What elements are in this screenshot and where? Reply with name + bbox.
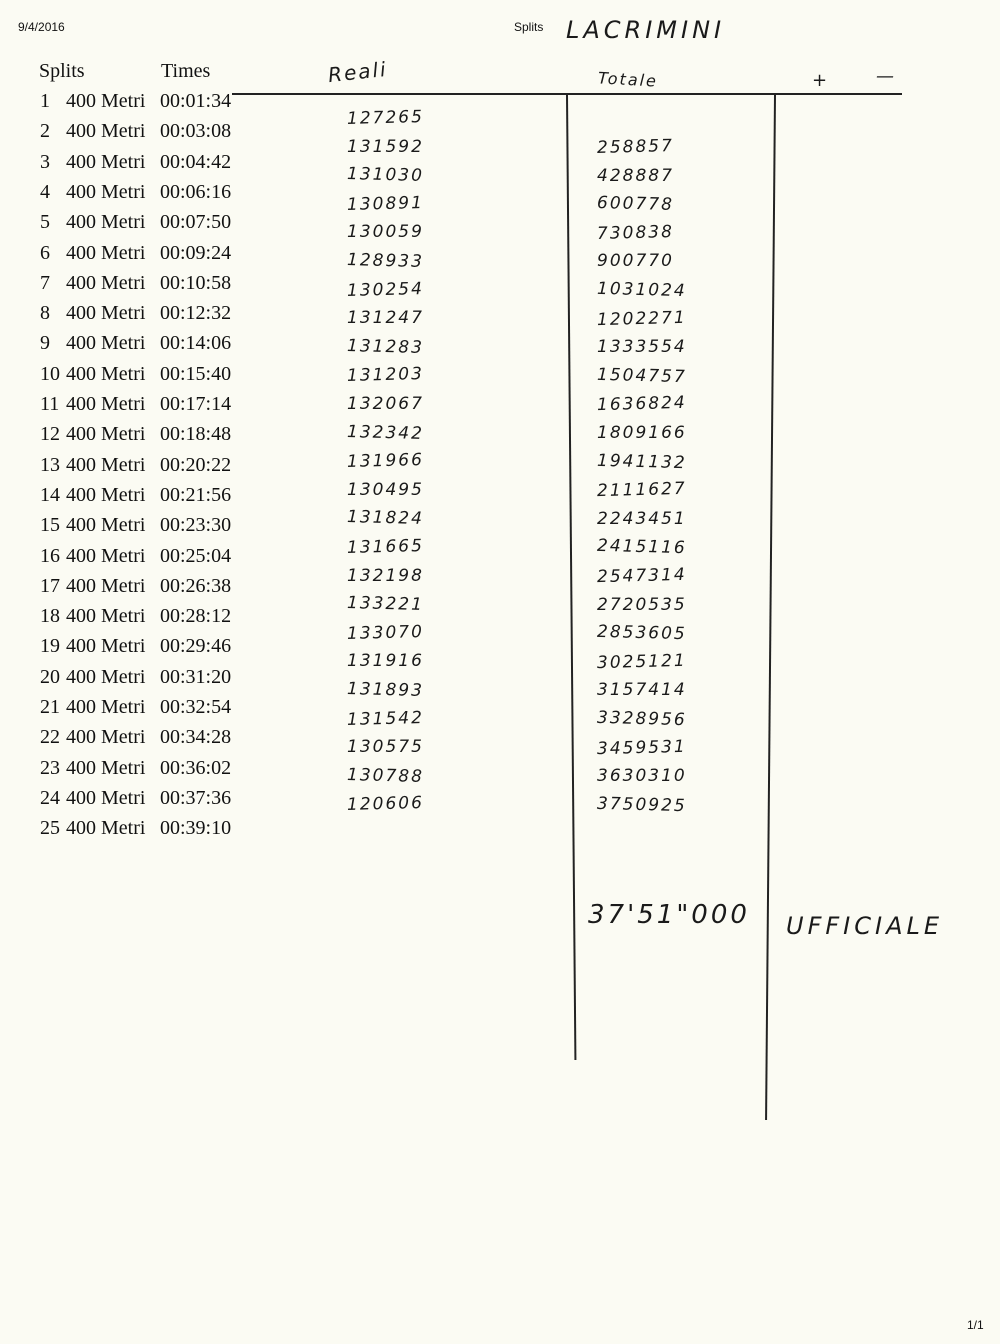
split-time: 00:36:02 [160,756,232,779]
table-row [40,181,231,211]
real-split-value: 131916 [347,651,424,672]
real-split-value: 131592 [347,136,424,157]
split-time: 00:23:30 [160,514,232,537]
running-total-value: 1809166 [597,423,687,443]
running-total-value: 2111627 [596,479,687,502]
table-row [40,363,231,393]
table-row [40,817,231,847]
split-distance: 400 Metri [66,786,146,809]
split-number: 1 [40,90,50,112]
table-row [40,635,231,665]
split-time: 00:39:10 [160,817,232,840]
real-split-value: 127265 [346,106,425,130]
split-distance: 400 Metri [66,211,146,234]
split-distance: 400 Metri [66,362,146,385]
split-number: 24 [40,786,60,809]
table-row [40,575,231,605]
split-number: 9 [40,332,50,355]
running-total-value: 3750925 [596,793,687,816]
split-distance: 400 Metri [66,150,146,173]
running-total-value: 600778 [596,193,675,216]
table-row [40,787,231,817]
running-total-value: 2720535 [597,594,687,615]
handwritten-plus-header: + [812,70,830,91]
running-total-value: 3630310 [597,766,687,787]
split-distance: 400 Metri [66,726,146,749]
print-title: Splits [514,20,544,34]
split-time: 00:12:32 [160,302,232,325]
split-number: 8 [40,302,50,325]
split-time: 00:17:14 [160,393,232,415]
real-split-value: 130575 [347,737,424,758]
real-split-value: 131665 [346,535,425,559]
split-distance: 400 Metri [66,453,146,476]
real-split-value: 130059 [347,222,424,243]
real-split-value: 131893 [346,678,425,702]
split-distance: 400 Metri [66,120,146,143]
split-distance: 400 Metri [66,393,146,415]
split-time: 00:26:38 [160,574,232,597]
real-split-value: 130891 [346,192,425,215]
table-row [40,666,231,696]
table-row [40,605,231,635]
running-total-value: 1202271 [596,307,687,330]
split-number: 17 [40,574,60,597]
split-number: 15 [40,514,60,537]
split-number: 18 [40,605,60,628]
running-total-value: 1333554 [597,337,687,358]
split-time: 00:18:48 [160,423,232,446]
split-distance: 400 Metri [66,332,146,355]
running-total-value: 258857 [596,135,675,159]
split-distance: 400 Metri [66,241,146,264]
table-row [40,242,231,272]
split-time: 00:10:58 [160,271,232,294]
split-time: 00:28:12 [160,605,232,628]
split-distance: 400 Metri [66,302,146,325]
table-row [40,726,231,756]
real-split-value: 131824 [346,507,425,530]
real-split-value: 130788 [346,764,425,787]
column-header-splits: Splits [39,60,85,82]
running-total-value: 1031024 [596,278,687,302]
split-number: 4 [40,180,50,203]
table-row [40,151,231,181]
real-split-value: 130495 [347,479,424,500]
split-number: 7 [40,271,50,294]
real-split-value: 128933 [346,249,425,273]
split-number: 13 [40,453,60,476]
split-time: 00:15:40 [160,362,232,385]
split-time: 00:20:22 [160,453,232,476]
split-time: 00:03:08 [160,120,232,143]
real-split-value: 120606 [346,793,425,816]
running-total-value: 730838 [596,221,675,244]
real-split-value: 131030 [346,164,425,187]
running-total-value: 1636824 [596,393,687,416]
table-row [40,120,231,150]
handwritten-minus-header: — [876,66,896,87]
split-distance: 400 Metri [66,514,146,537]
split-number: 16 [40,544,60,567]
running-total-value: 428887 [597,165,674,186]
handwritten-athlete-name: LACRIMINI [566,16,726,44]
split-time: 00:32:54 [160,696,232,718]
split-distance: 400 Metri [66,665,146,688]
split-distance: 400 Metri [66,696,146,718]
split-distance: 400 Metri [66,180,146,203]
running-total-value: 3328956 [596,707,687,731]
split-distance: 400 Metri [66,635,146,658]
split-number: 22 [40,726,60,749]
split-number: 20 [40,665,60,688]
running-total-value: 2547314 [596,564,687,588]
handwritten-total-header: Totale [597,68,659,91]
table-row [40,90,231,120]
split-time: 00:31:20 [160,665,232,688]
real-split-value: 131283 [346,335,425,358]
split-number: 21 [40,696,60,718]
column-header-times: Times [161,60,211,82]
handwritten-official-time: 37'51"000 [588,900,750,930]
split-distance: 400 Metri [66,544,146,567]
real-split-value: 132067 [347,394,424,414]
split-distance: 400 Metri [66,756,146,779]
table-row [40,454,231,484]
table-row [40,514,231,544]
table-row [40,211,231,241]
real-split-value: 130254 [346,278,425,301]
split-time: 00:25:04 [160,544,232,567]
split-number: 3 [40,150,50,173]
split-distance: 400 Metri [66,605,146,628]
running-total-value: 1504757 [596,364,687,387]
split-time: 00:06:16 [160,180,232,203]
split-number: 5 [40,211,50,234]
split-time: 00:01:34 [160,90,232,112]
split-number: 11 [40,393,60,415]
real-split-value: 131203 [346,364,425,387]
table-row [40,302,231,332]
total-column-right-line [765,95,776,1120]
handwritten-official-label: UFFICIALE [786,912,944,940]
split-distance: 400 Metri [66,90,146,112]
split-distance: 400 Metri [66,423,146,446]
table-row [40,484,231,514]
running-total-value: 1941132 [596,450,687,473]
running-total-value: 3157414 [597,680,687,701]
split-number: 19 [40,635,60,658]
running-total-value: 3025121 [596,650,687,673]
running-total-value: 2853605 [596,622,687,645]
real-split-value: 133070 [346,621,425,644]
table-row [40,332,231,362]
print-date: 9/4/2016 [18,20,65,34]
real-split-value: 132198 [347,565,424,586]
split-time: 00:37:36 [160,786,232,809]
split-number: 12 [40,423,60,446]
split-number: 10 [40,362,60,385]
split-number: 23 [40,756,60,779]
real-split-value: 133221 [346,593,425,616]
total-column-left-line [566,95,576,1060]
split-time: 00:07:50 [160,211,232,234]
split-time: 00:34:28 [160,726,232,749]
split-time: 00:29:46 [160,635,232,658]
table-row [40,545,231,575]
table-row [40,423,231,453]
split-time: 00:21:56 [160,483,232,506]
table-row [40,393,231,423]
split-distance: 400 Metri [66,817,146,840]
split-time: 00:04:42 [160,150,232,173]
split-time: 00:14:06 [160,332,232,355]
page-number: 1/1 [967,1318,984,1332]
running-total-value: 2415116 [596,536,687,559]
table-row [40,696,231,726]
split-distance: 400 Metri [66,271,146,294]
real-split-value: 131966 [346,450,425,473]
running-total-value: 3459531 [596,736,687,759]
split-time: 00:09:24 [160,241,232,264]
table-row [40,757,231,787]
split-distance: 400 Metri [66,574,146,597]
real-split-value: 132342 [346,421,425,444]
running-total-value: 2243451 [597,508,687,529]
split-number: 6 [40,241,50,264]
split-number: 14 [40,483,60,506]
split-number: 2 [40,120,50,143]
split-distance: 400 Metri [66,483,146,506]
real-split-value: 131247 [347,308,424,329]
table-row [40,272,231,302]
split-number: 25 [40,817,60,840]
running-total-value: 900770 [597,251,674,272]
handwritten-real-header: Reali [326,56,389,88]
real-split-value: 131542 [346,707,425,730]
